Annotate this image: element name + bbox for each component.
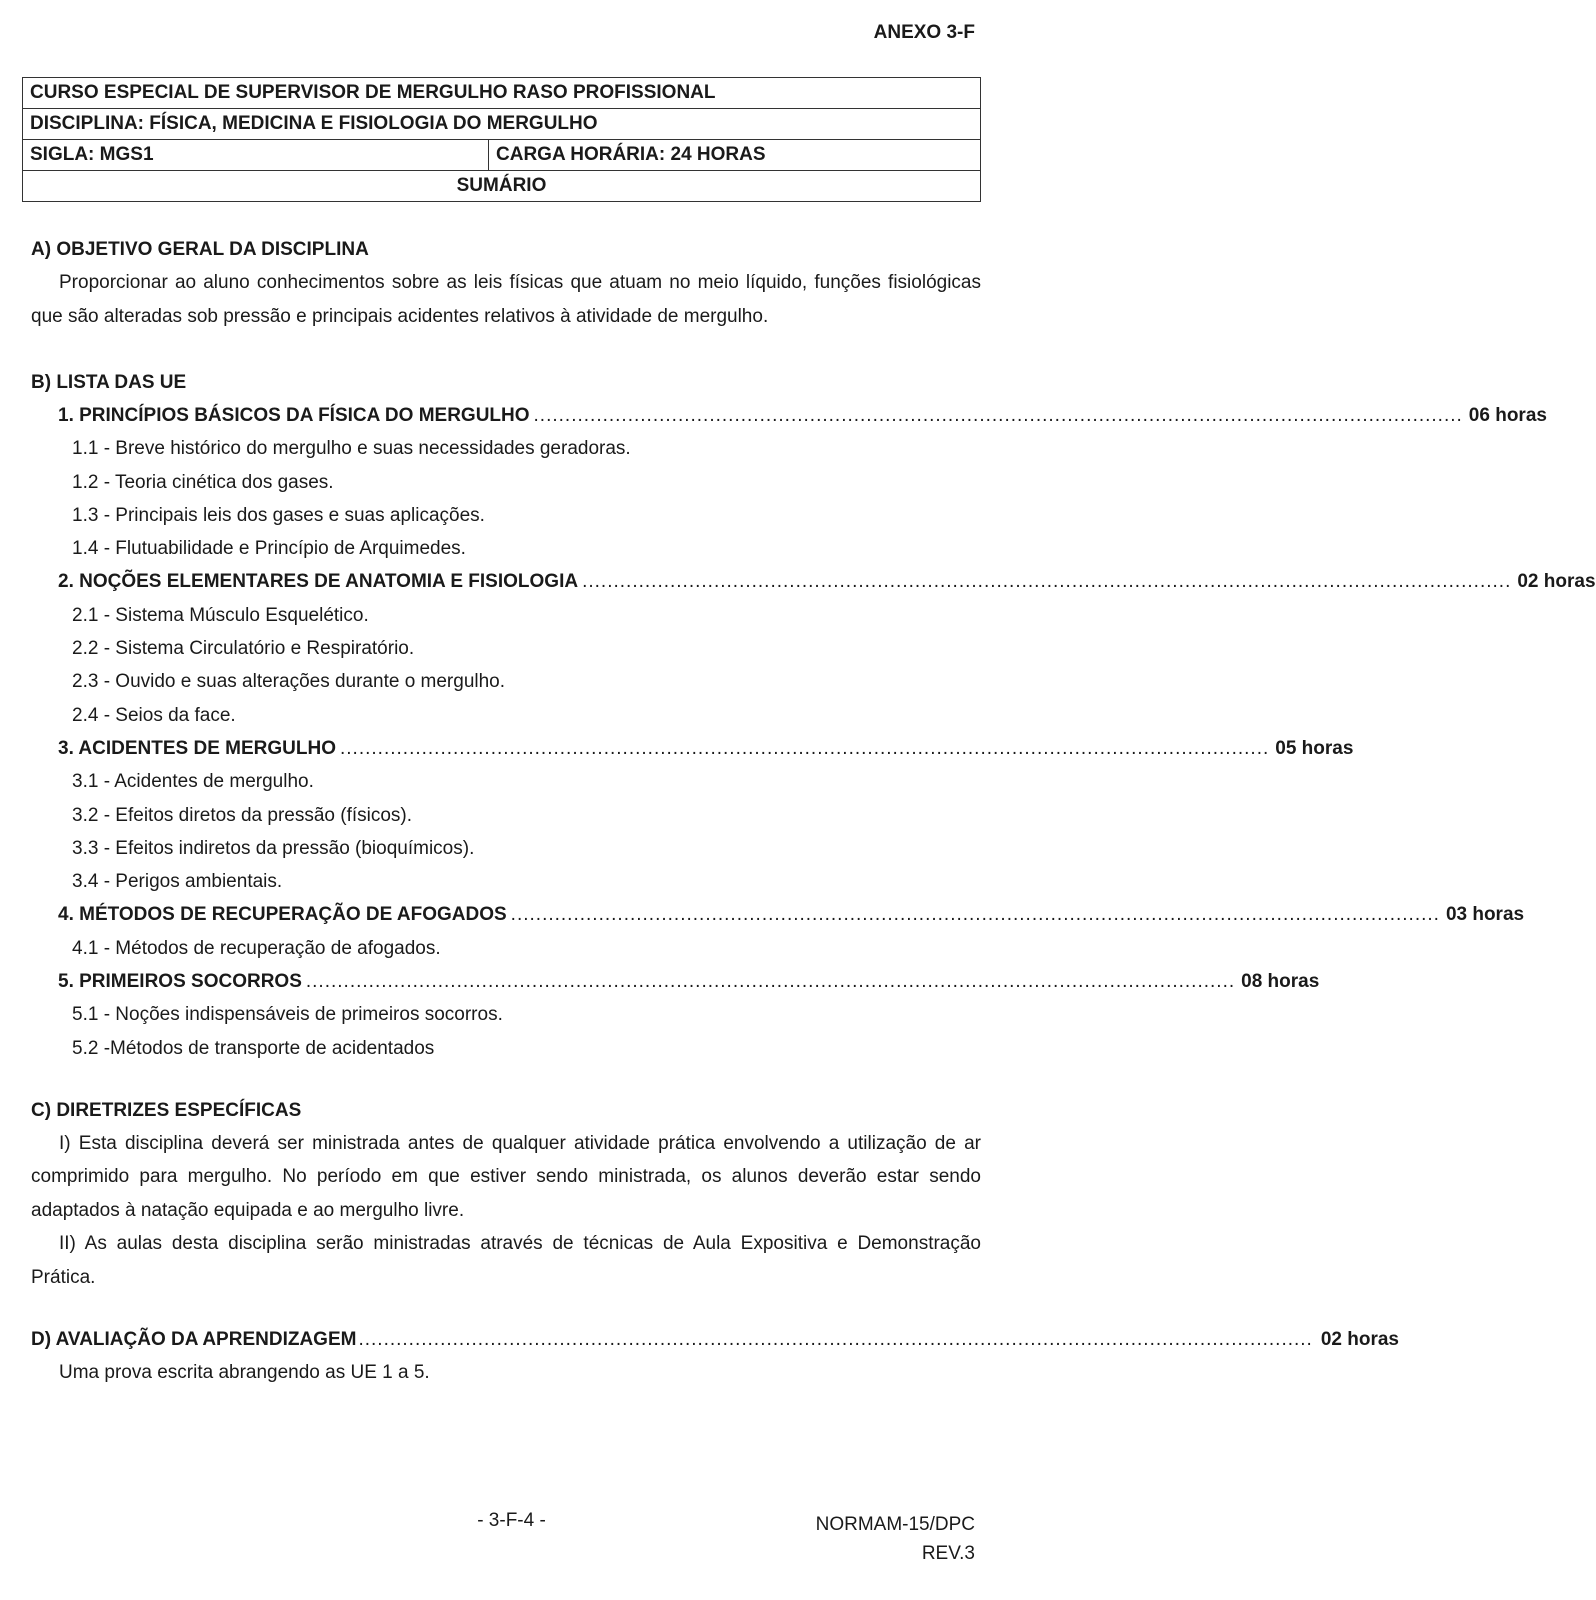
document-code: NORMAM-15/DPC [815, 1514, 975, 1535]
course-name-cell: CURSO ESPECIAL DE SUPERVISOR DE MERGULHO RASO PROFISSIONAL [23, 78, 981, 109]
ue-hours: 02 horas [1517, 571, 1596, 593]
ue-subitem: 1.3 - Principais leis dos gases e suas aplicações. [72, 504, 485, 526]
section-c-paragraph-2: II) As aulas desta disciplina serão ministradas através de técnicas de Aula Expositiva e Demonstração Prática. [31, 1233, 981, 1288]
section-d-heading [31, 1324, 1399, 1356]
section-a-title: A) OBJETIVO GERAL DA DISCIPLINA [31, 239, 369, 260]
ue-heading [31, 399, 1547, 432]
ue-hours: 03 horas [1445, 904, 1525, 926]
ue-title: 1. PRINCÍPIOS BÁSICOS DA FÍSICA DO MERGULHO [58, 405, 530, 426]
ue-hours: 05 horas [1275, 737, 1354, 759]
section-d-hours: 02 horas [1320, 1329, 1399, 1351]
ue-hours: 06 horas [1468, 405, 1547, 426]
sigla-cell: SIGLA: MGS1 [23, 140, 489, 171]
section-a-text: Proporcionar ao aluno conhecimentos sobre as leis físicas que atuam no meio líquido, funções fisiológicas que são alteradas sob pressão e principais acidentes relativos à atividade de mergulho. [31, 272, 981, 327]
ue-subitem: 5.1 - Noções indispensáveis de primeiros socorros. [72, 1004, 503, 1026]
ue-title: 4. MÉTODOS DE RECUPERAÇÃO DE AFOGADOS [58, 904, 507, 926]
ue-subitem: 2.1 - Sistema Músculo Esquelético. [72, 604, 369, 626]
course-header-table [22, 77, 981, 202]
ue-subitem: 1.1 - Breve histórico do mergulho e suas necessidades geradoras. [72, 438, 631, 460]
annex-label: ANEXO 3-F [873, 22, 975, 43]
page-number: - 3-F-4 - [477, 1510, 546, 1531]
ue-subitem: 2.2 - Sistema Circulatório e Respiratório. [72, 638, 415, 660]
document-reference [816, 1510, 975, 1568]
ue-list [31, 399, 1596, 1065]
carga-horaria-cell: CARGA HORÁRIA: 24 HORAS [489, 140, 981, 171]
dot-leader: .................................................................................................................................................... [582, 571, 1512, 593]
dot-leader: .................................................................................................................................................... [305, 971, 1236, 993]
ue-subitem: 3.4 - Perigos ambientais. [72, 871, 283, 893]
ue-subitem: 3.2 - Efeitos diretos da pressão (físicos). [72, 804, 413, 826]
dot-leader: .................................................................................................................................................... [340, 737, 1270, 759]
ue-hours: 08 horas [1241, 971, 1320, 993]
ue-subitem: 1.2 - Teoria cinética dos gases. [72, 471, 334, 493]
ue-subitem: 4.1 - Métodos de recuperação de afogados. [72, 937, 441, 959]
ue-subitem: 3.3 - Efeitos indiretos da pressão (bioquímicos). [72, 837, 475, 859]
dot-leader: ........................................................................................................................................................ [358, 1329, 1313, 1351]
ue-subitem: 5.2 -Métodos de transporte de acidentados [72, 1037, 435, 1059]
ue-subitem: 2.3 - Ouvido e suas alterações durante o mergulho. [72, 671, 506, 693]
discipline-cell: DISCIPLINA: FÍSICA, MEDICINA E FISIOLOGIA DO MERGULHO [23, 109, 981, 140]
sumario-cell: SUMÁRIO [23, 171, 981, 202]
dot-leader: .................................................................................................................................................... [510, 904, 1440, 926]
document-revision: REV.3 [921, 1543, 975, 1564]
section-c-title: C) DIRETRIZES ESPECÍFICAS [31, 1099, 302, 1121]
ue-heading [31, 898, 1525, 931]
section-b-title: B) LISTA DAS UE [31, 372, 187, 393]
ue-title: 2. NOÇÕES ELEMENTARES DE ANATOMIA E FISIOLOGIA [58, 571, 579, 593]
ue-heading [31, 565, 1596, 598]
section-d-title: D) AVALIAÇÃO DA APRENDIZAGEM [31, 1329, 357, 1351]
section-c-paragraph-1: I) Esta disciplina deverá ser ministrada antes de qualquer atividade prática envolvendo a utilização de ar comprimido para mergulho. No período em que estiver sendo ministrada, os alunos deverão estar sendo adaptados à natação equipada e ao mergulho livre. [31, 1132, 981, 1221]
ue-title: 5. PRIMEIROS SOCORROS [58, 971, 302, 993]
ue-subitem: 3.1 - Acidentes de mergulho. [72, 771, 314, 793]
section-d-text: Uma prova escrita abrangendo as UE 1 a 5. [59, 1362, 430, 1384]
ue-subitem: 2.4 - Seios da face. [72, 704, 236, 726]
ue-subitem: 1.4 - Flutuabilidade e Princípio de Arquimedes. [72, 538, 466, 560]
ue-heading [31, 965, 1320, 998]
ue-title: 3. ACIDENTES DE MERGULHO [58, 737, 336, 759]
document-body [31, 234, 1596, 1390]
ue-heading [31, 732, 1354, 765]
dot-leader: .................................................................................................................................................... [533, 405, 1463, 426]
